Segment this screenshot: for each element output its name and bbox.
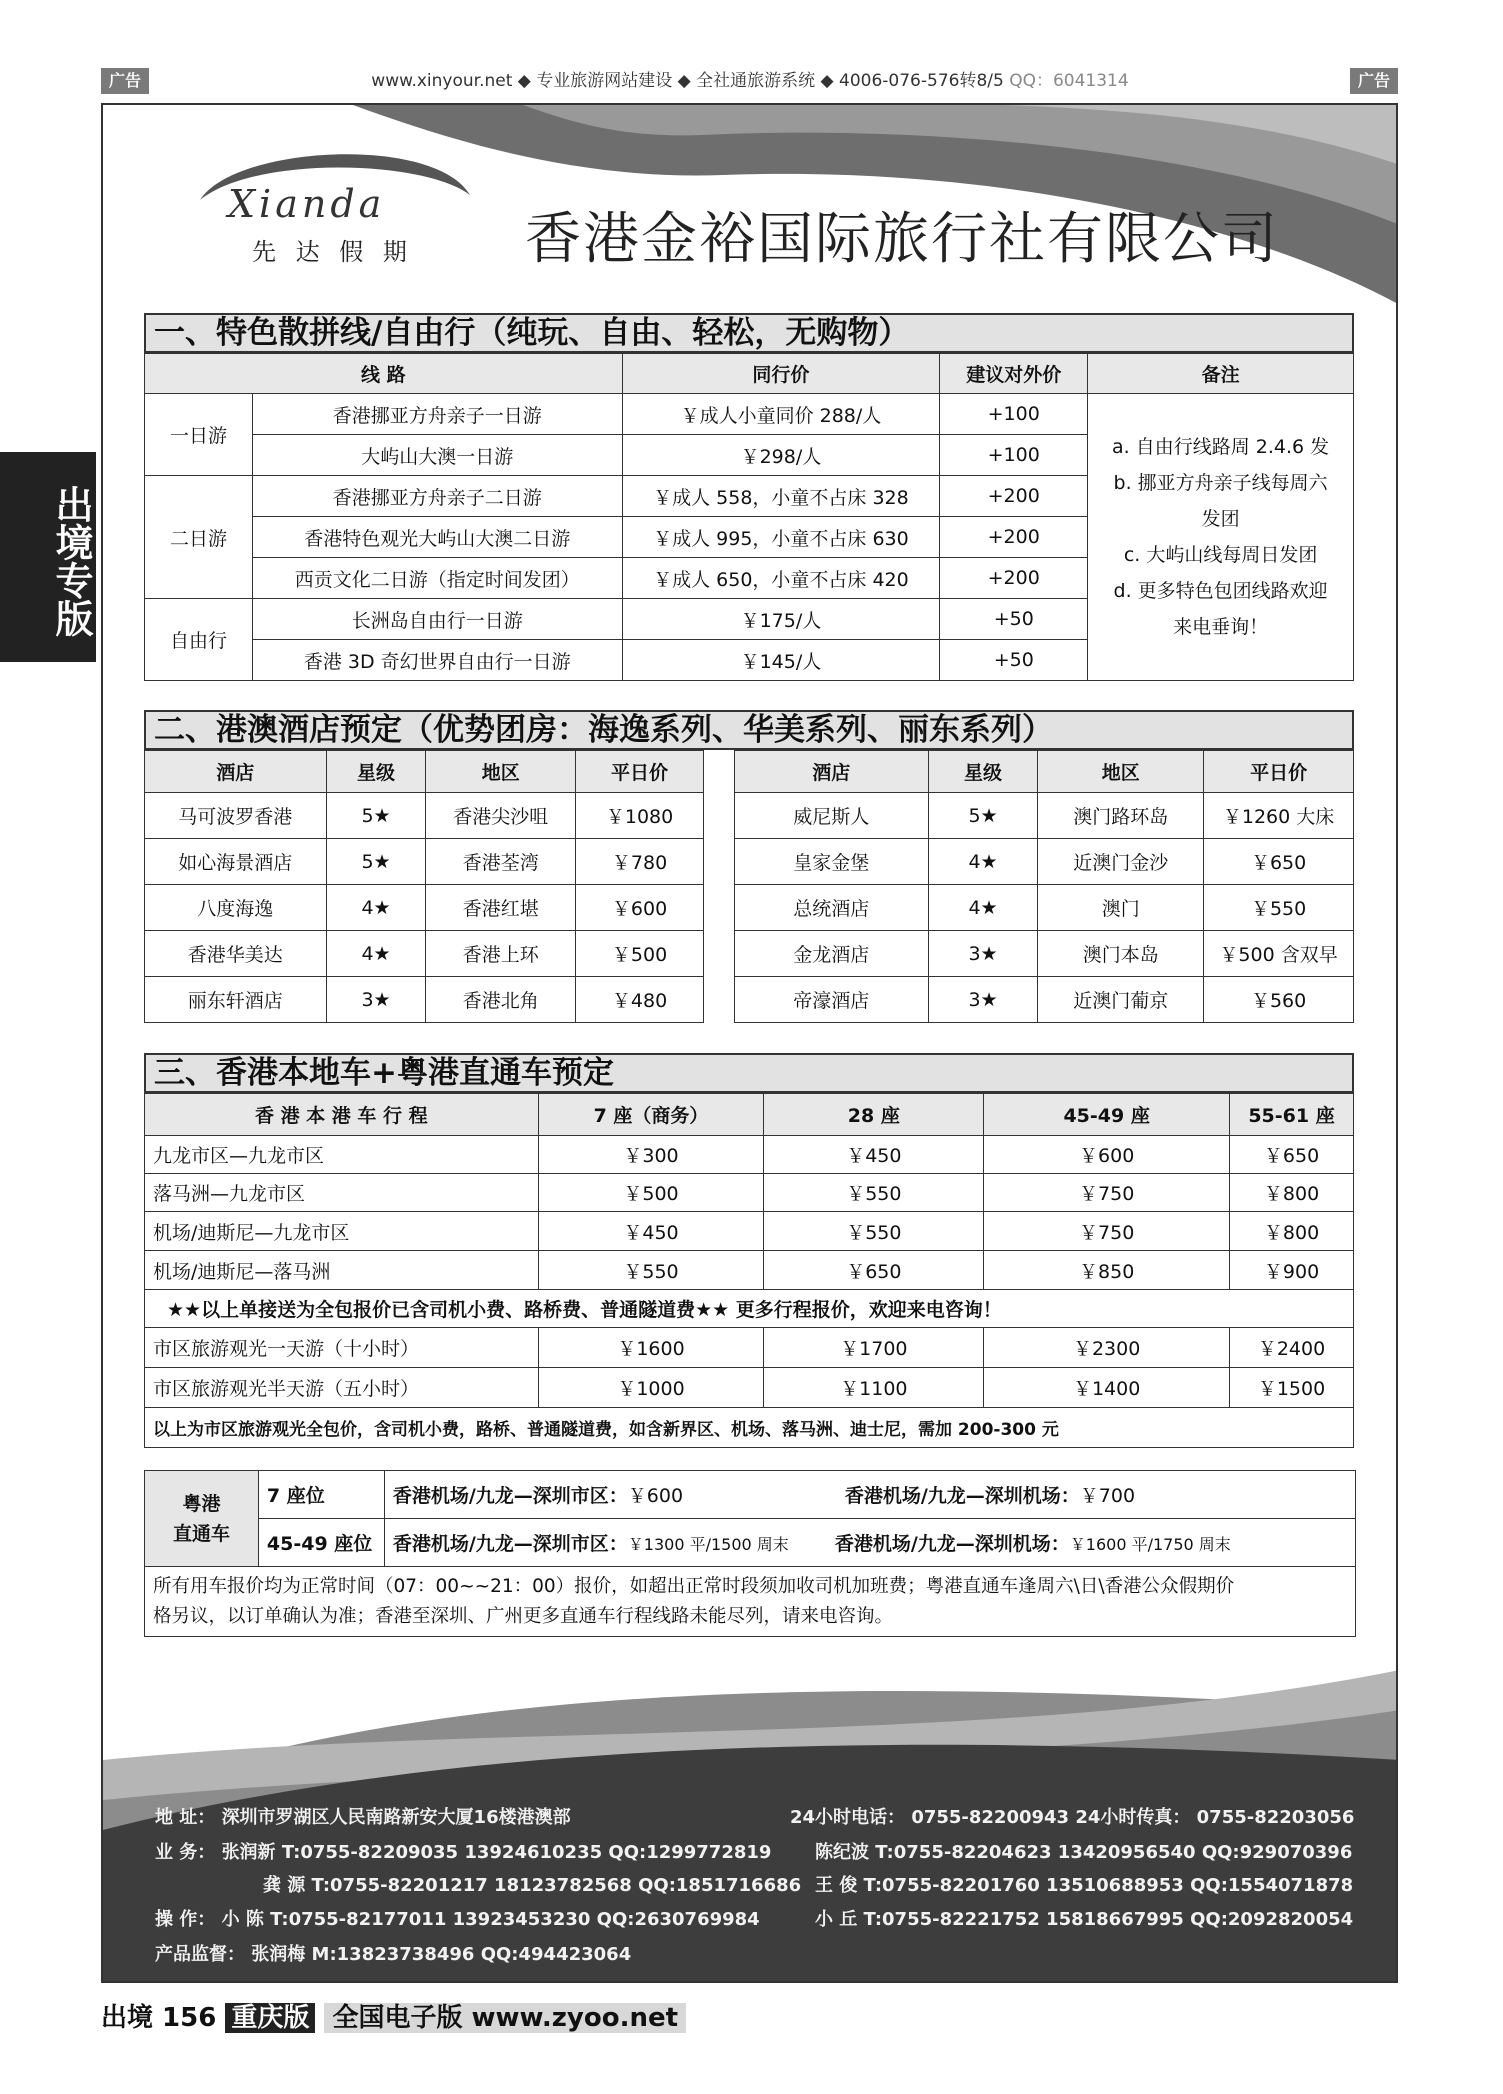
top-banner-text: www.xinyour.net ◆ 专业旅游网站建设 ◆ 全社通旅游系统 ◆ 4006-076-576转8/5 [371,71,1004,91]
hotel-star: 4★ [326,931,426,977]
hotel-area: 澳门 [1038,885,1204,931]
seat-type: 7 座位 [258,1471,384,1519]
car-price: ￥750 [984,1212,1230,1251]
hotel-rate: ￥500 含双早 [1204,931,1354,977]
op-label: 操 作： [155,1909,216,1930]
price: ￥298/人 [622,435,940,476]
sup-label: 产品监督： [155,1944,245,1965]
hotel-area: 香港荃湾 [426,839,576,885]
through-b-label: 香港机场/九龙—深圳机场： [834,1533,1070,1555]
tour-price: ￥1600 [538,1328,764,1368]
hotel-table-right [734,750,1354,1023]
hotel-area: 近澳门金沙 [1038,839,1204,885]
price: ￥175/人 [622,599,940,640]
hotel-star: 3★ [928,977,1038,1023]
hotel-rate: ￥1080 [576,793,704,839]
car-price: ￥300 [538,1136,764,1174]
hotel-rate: ￥480 [576,977,704,1023]
op-contact: 小 丘 T:0755-82221752 15818667995 QQ:2092820054 [815,1909,1354,1930]
car-price: ￥650 [764,1251,984,1290]
tour-price: ￥1700 [764,1328,984,1368]
car-price: ￥550 [764,1212,984,1251]
tour-price: ￥2400 [1230,1328,1354,1368]
hotel-table-left [144,750,704,1023]
section1-title: 一、特色散拼线/自由行（纯玩、自由、轻松，无购物） [144,313,1354,353]
through-car-table [144,1470,1356,1637]
through-row [384,1519,1355,1567]
th-car-55: 55-61 座 [1230,1094,1354,1136]
group-free: 自由行 [145,599,253,681]
through-note [145,1567,1356,1637]
logo-cn: 先 达 假 期 [252,238,413,266]
hotel-rate: ￥1260 大床 [1204,793,1354,839]
note-line: c. 大屿山线每周日发团 [1123,544,1318,566]
top-banner-qq: QQ：6041314 [1009,71,1129,91]
price: ￥成人小童同价 288/人 [622,394,940,435]
th-car-7: 7 座（商务） [538,1094,764,1136]
biz-contact: 张润新 T:0755-82209035 13924610235 QQ:1299772819 [221,1842,772,1863]
addr-value: 深圳市罗湖区人民南路新安大厦16楼港澳部 [221,1807,571,1828]
route: 香港挪亚方舟亲子一日游 [252,394,622,435]
tour-table [144,353,1354,681]
through-a-label: 香港机场/九龙—深圳市区： [392,1533,628,1555]
notes-cell [1088,394,1354,681]
hotel-name: 金龙酒店 [735,931,929,977]
th-area: 地区 [426,751,576,793]
th-car-28: 28 座 [764,1094,984,1136]
car-price: ￥850 [984,1251,1230,1290]
th-route: 线 路 [145,354,623,394]
car-route: 机场/迪斯尼—九龙市区 [145,1212,539,1251]
hotel-name: 八度海逸 [145,885,327,931]
suggest: +100 [940,435,1088,476]
hotel-name: 马可波罗香港 [145,793,327,839]
hotel-area: 香港北角 [426,977,576,1023]
car-price: ￥550 [538,1251,764,1290]
sup-row [155,1940,631,1966]
tour-price: ￥1500 [1230,1368,1354,1408]
through-a-label: 香港机场/九龙—深圳市区： [392,1485,628,1507]
edition-badge: 重庆版 [225,2003,315,2033]
car-route: 九龙市区—九龙市区 [145,1136,539,1174]
hotel-area: 澳门路环岛 [1038,793,1204,839]
page-footer [101,2000,686,2036]
hotel-name: 如心海景酒店 [145,839,327,885]
page-number: 出境 156 [101,2003,217,2033]
th-hotel: 酒店 [735,751,929,793]
through-note-2: 格另议，以订单确认为准；香港至深圳、广州更多直通车行程线路未能尽列，请来电咨询。 [153,1605,894,1627]
group-two-day: 二日游 [145,476,253,599]
tour-price: ￥2300 [984,1328,1230,1368]
hotel-rate: ￥650 [1204,839,1354,885]
hotel-area: 香港尖沙咀 [426,793,576,839]
hotel-area: 香港上环 [426,931,576,977]
suggest: +200 [940,476,1088,517]
note-line: d. 更多特色包团线路欢迎 [1113,580,1328,602]
group-day: 一日游 [145,394,253,476]
company-name: 香港金裕国际旅行社有限公司 [525,207,1279,272]
note-line: b. 挪亚方舟亲子线每周六 [1113,472,1328,494]
through-row [384,1471,1355,1519]
hotel-rate: ￥550 [1204,885,1354,931]
through-b-label: 香港机场/九龙—深圳机场： [844,1485,1080,1507]
hotel-area: 澳门本岛 [1038,931,1204,977]
through-a-price: ￥1300 平/1500 周末 [627,1535,789,1554]
route: 大屿山大澳一日游 [252,435,622,476]
ad-tag-left: 广告 [101,68,149,94]
car-price: ￥800 [1230,1174,1354,1212]
hotel-area: 近澳门葡京 [1038,977,1204,1023]
hotel-star: 3★ [928,931,1038,977]
hotel-name: 香港华美达 [145,931,327,977]
biz-contact: 王 俊 T:0755-82201760 13510688953 QQ:1554071878 [815,1875,1354,1896]
car-route: 机场/迪斯尼—落马洲 [145,1251,539,1290]
car-price: ￥650 [1230,1136,1354,1174]
th-hotel: 酒店 [145,751,327,793]
th-price: 同行价 [622,354,940,394]
biz-contact: 龚 源 T:0755-82201217 18123782568 QQ:1851716686 [263,1875,802,1896]
hotel-star: 4★ [928,885,1038,931]
car-price: ￥450 [764,1136,984,1174]
through-label-2: 直通车 [172,1522,230,1545]
addr-row [155,1803,571,1829]
tour-price: ￥1100 [764,1368,984,1408]
logo-script: Xianda [228,182,386,226]
car-price: ￥800 [1230,1212,1354,1251]
car-price: ￥750 [984,1174,1230,1212]
ad-tag-right: 广告 [1350,68,1398,94]
price: ￥成人 650，小童不占床 420 [622,558,940,599]
suggest: +200 [940,517,1088,558]
through-label-1: 粤港 [182,1492,221,1515]
th-car-route: 香 港 本 港 车 行 程 [145,1094,539,1136]
through-b-price: ￥700 [1079,1485,1136,1507]
op-contact: 小 陈 T:0755-82177011 13923453230 QQ:2630769984 [221,1909,760,1930]
hotel-star: 4★ [928,839,1038,885]
car-price: ￥550 [764,1174,984,1212]
hotel-star: 4★ [326,885,426,931]
th-rate: 平日价 [576,751,704,793]
sup-contact: 张润梅 M:13823738496 QQ:494423064 [251,1944,632,1965]
th-car-45: 45-49 座 [984,1094,1230,1136]
th-suggest: 建议对外价 [940,354,1088,394]
hotel-rate: ￥500 [576,931,704,977]
th-area: 地区 [1038,751,1204,793]
hotel-rate: ￥560 [1204,977,1354,1023]
price: ￥成人 995，小童不占床 630 [622,517,940,558]
tour-price: ￥1400 [984,1368,1230,1408]
hotel-name: 帝濠酒店 [735,977,929,1023]
op-row [155,1905,760,1931]
suggest: +50 [940,640,1088,681]
site-url: 全国电子版 www.zyoo.net [324,2003,686,2033]
hotel-rate: ￥780 [576,839,704,885]
car-price: ￥450 [538,1212,764,1251]
car-route: 落马洲—九龙市区 [145,1174,539,1212]
price: ￥145/人 [622,640,940,681]
biz-label: 业 务： [155,1842,216,1863]
suggest: +100 [940,394,1088,435]
tel24: 24小时电话： 0755-82200943 24小时传真： 0755-82203056 [790,1807,1355,1828]
hotel-star: 3★ [326,977,426,1023]
th-star: 星级 [326,751,426,793]
hotel-name: 威尼斯人 [735,793,929,839]
tour-price: ￥1000 [538,1368,764,1408]
suggest: +50 [940,599,1088,640]
car-price: ￥600 [984,1136,1230,1174]
route: 香港挪亚方舟亲子二日游 [252,476,622,517]
hotel-star: 5★ [326,793,426,839]
price: ￥成人 558，小童不占床 328 [622,476,940,517]
through-b-price: ￥1600 平/1750 周末 [1069,1535,1231,1554]
note-line: 发团 [1201,508,1240,530]
tour-note: 以上为市区旅游观光全包价，含司机小费，路桥、普通隧道费，如含新界区、机场、落马洲、迪士尼，需加 200-300 元 [145,1408,1354,1448]
route: 香港 3D 奇幻世界自由行一日游 [252,640,622,681]
side-tab: 出境专版 [0,452,96,662]
hotel-rate: ￥600 [576,885,704,931]
tour-route: 市区旅游观光一天游（十小时） [145,1328,539,1368]
section2-title: 二、港澳酒店预定（优势团房：海逸系列、华美系列、丽东系列） [144,710,1354,750]
car-price: ￥500 [538,1174,764,1212]
biz-contact: 陈纪波 T:0755-82204623 13420956540 QQ:929070396 [815,1842,1353,1863]
th-note: 备注 [1088,354,1354,394]
seat-type: 45-49 座位 [258,1519,384,1567]
note-line: 来电垂询！ [1173,616,1269,638]
through-a-price: ￥600 [627,1485,684,1507]
suggest: +200 [940,558,1088,599]
addr-label: 地 址： [155,1807,216,1828]
route: 长洲岛自由行一日游 [252,599,622,640]
th-star: 星级 [928,751,1038,793]
hotel-name: 总统酒店 [735,885,929,931]
car-mid-note: ★★以上单接送为全包报价已含司机小费、路桥费、普通隧道费★★ 更多行程报价，欢迎来电咨询！ [145,1290,1354,1328]
section3-title: 三、香港本地车+粤港直通车预定 [144,1053,1354,1093]
route: 香港特色观光大屿山大澳二日游 [252,517,622,558]
hotel-area: 香港红堪 [426,885,576,931]
route: 西贡文化二日游（指定时间发团） [252,558,622,599]
through-note-1: 所有用车报价均为正常时间（07：00~~21：00）报价，如超出正常时段须加收司机加班费；粤港直通车逢周六\日\香港公众假期价 [153,1575,1235,1597]
car-table [144,1093,1354,1448]
note-line: a. 自由行线路周 2.4.6 发 [1112,436,1330,458]
hotel-star: 5★ [928,793,1038,839]
hotel-star: 5★ [326,839,426,885]
th-rate: 平日价 [1204,751,1354,793]
hotel-name: 丽东轩酒店 [145,977,327,1023]
tour-route: 市区旅游观光半天游（五小时） [145,1368,539,1408]
through-label [145,1471,259,1567]
car-price: ￥900 [1230,1251,1354,1290]
biz-row-1 [155,1838,771,1864]
hotel-name: 皇家金堡 [735,839,929,885]
top-banner [120,68,1380,94]
